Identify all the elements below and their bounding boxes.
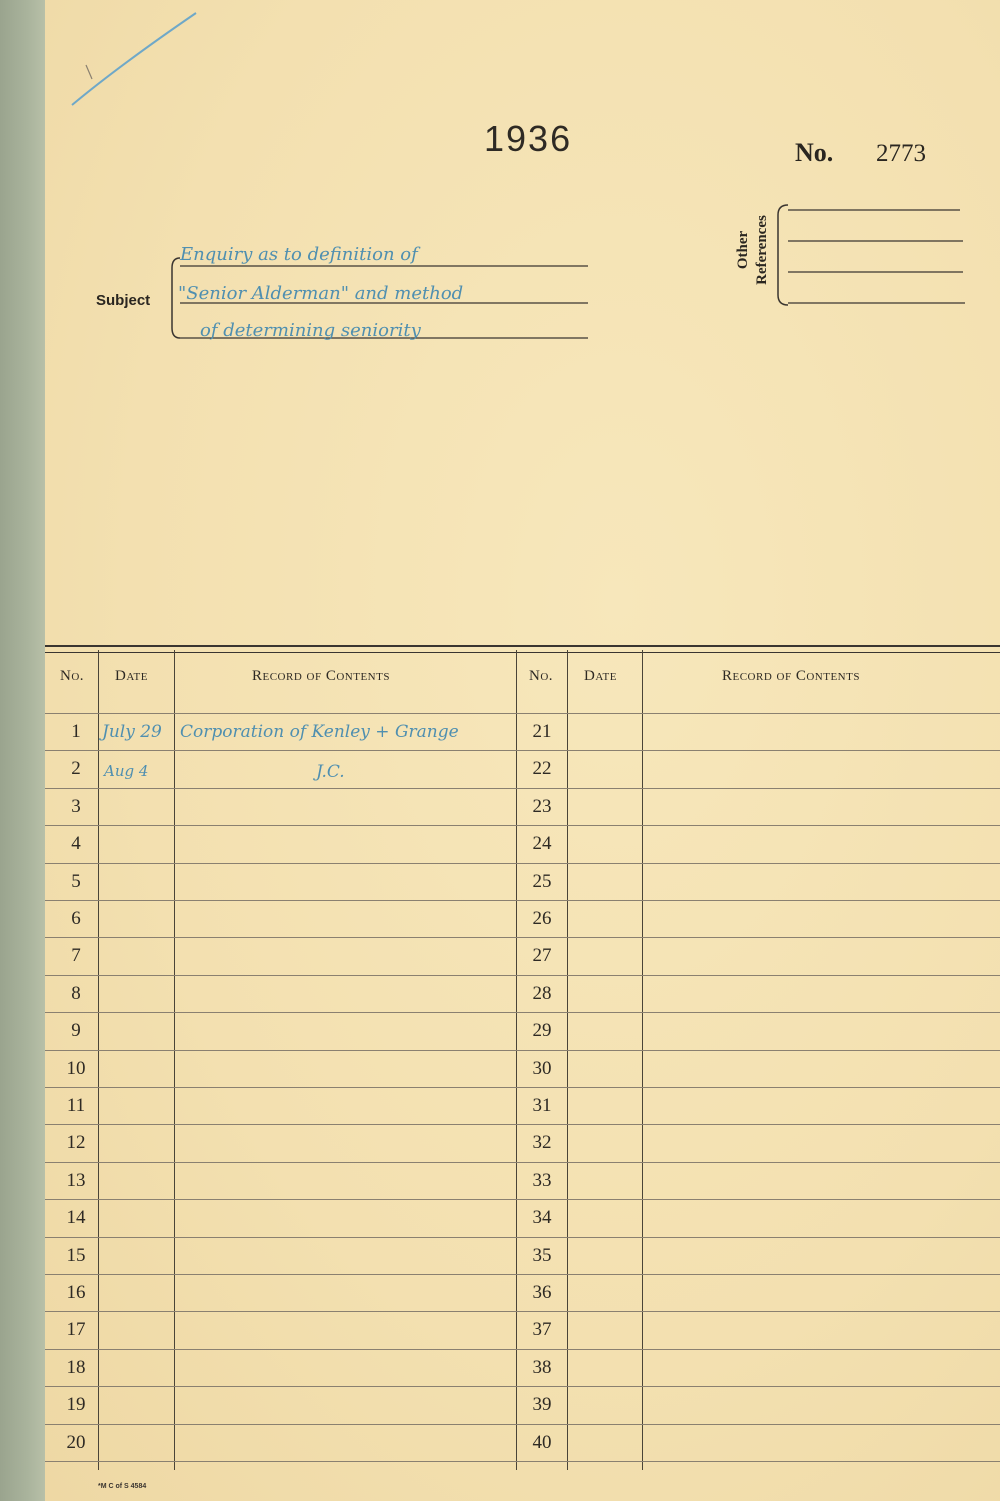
col-head-record-right: Record of Contents	[722, 668, 860, 684]
row-number-right: 40	[532, 1432, 552, 1453]
subject-line-1: Enquiry as to definition of	[180, 244, 418, 265]
row-number-right: 35	[532, 1245, 552, 1266]
row-rule	[45, 750, 1000, 751]
col-head-date-right: Date	[584, 668, 617, 684]
col-head-date-left: Date	[115, 668, 148, 684]
row-rule	[45, 1012, 1000, 1013]
row-rule	[45, 825, 1000, 826]
row-rule	[45, 1237, 1000, 1238]
row-number-right: 26	[532, 908, 552, 929]
row-number-right: 25	[532, 871, 552, 892]
file-year: 1936	[484, 118, 573, 159]
file-number-label: No.	[795, 138, 834, 167]
row-number-right: 32	[532, 1132, 552, 1153]
row-number-left: 7	[71, 945, 81, 966]
row-rule	[45, 1050, 1000, 1051]
pen-stroke-mark	[60, 5, 210, 115]
col-line	[98, 650, 99, 1470]
row-rule	[45, 1124, 1000, 1125]
row-number-left: 1	[71, 721, 81, 742]
row-rule	[45, 1087, 1000, 1088]
row-number-left: 3	[71, 796, 81, 817]
row-number-right: 29	[532, 1020, 552, 1041]
row-number-right: 21	[532, 721, 552, 742]
row-number-right: 23	[532, 796, 552, 817]
row-number-right: 38	[532, 1357, 552, 1378]
row-rule	[45, 1386, 1000, 1387]
col-head-no-left: No.	[60, 668, 85, 684]
row-number-left: 15	[66, 1245, 86, 1266]
row-rule	[45, 1461, 1000, 1462]
row-number-right: 33	[532, 1170, 552, 1191]
entry-date: July 29	[102, 722, 162, 742]
col-line	[174, 650, 175, 1470]
row-number-right: 22	[532, 758, 552, 779]
row-number-left: 10	[66, 1058, 86, 1079]
row-number-left: 20	[66, 1432, 86, 1453]
subject-line-2: "Senior Alderman" and method	[178, 283, 464, 304]
form-code: *M C of S 4584	[98, 1483, 147, 1490]
row-rule	[45, 937, 1000, 938]
subject-label: Subject	[96, 292, 151, 309]
row-number-right: 34	[532, 1207, 552, 1228]
row-number-right: 30	[532, 1058, 552, 1079]
row-rule	[45, 1311, 1000, 1312]
col-line	[642, 650, 643, 1470]
row-number-left: 17	[66, 1319, 86, 1340]
row-rule	[45, 1349, 1000, 1350]
entry-record: J.C.	[316, 762, 345, 782]
row-rule	[45, 1162, 1000, 1163]
row-rule	[45, 975, 1000, 976]
row-rule	[45, 863, 1000, 864]
file-number-value: 2773	[876, 140, 926, 167]
subject-line-3: of determining seniority	[200, 320, 421, 341]
row-number-left: 6	[71, 908, 81, 929]
row-rule	[45, 788, 1000, 789]
row-rule	[45, 713, 1000, 714]
row-number-left: 12	[66, 1132, 86, 1153]
table-top-rule	[45, 645, 1000, 653]
other-references-label-line2: References	[754, 215, 770, 285]
col-line	[567, 650, 568, 1470]
row-number-right: 39	[532, 1394, 552, 1415]
entry-record: Corporation of Kenley + Grange	[180, 722, 459, 742]
row-number-right: 24	[532, 833, 552, 854]
col-head-no-right: No.	[529, 668, 554, 684]
row-number-left: 5	[71, 871, 81, 892]
row-number-left: 16	[66, 1282, 86, 1303]
other-references-lines	[770, 195, 970, 310]
row-rule	[45, 1274, 1000, 1275]
row-number-left: 4	[71, 833, 81, 854]
other-references-label	[734, 200, 772, 300]
row-number-right: 31	[532, 1095, 552, 1116]
row-number-left: 19	[66, 1394, 86, 1415]
col-line	[516, 650, 517, 1470]
row-rule	[45, 1199, 1000, 1200]
entry-date: Aug 4	[104, 762, 149, 780]
row-number-left: 9	[71, 1020, 81, 1041]
row-number-right: 37	[532, 1319, 552, 1340]
other-references-label-line1: Other	[735, 230, 751, 270]
row-number-left: 14	[66, 1207, 86, 1228]
row-number-left: 8	[71, 983, 81, 1004]
row-number-left: 18	[66, 1357, 86, 1378]
row-number-left: 2	[71, 758, 81, 779]
row-rule	[45, 1424, 1000, 1425]
binding-spine	[0, 0, 45, 1501]
row-rule	[45, 900, 1000, 901]
row-number-left: 11	[66, 1095, 86, 1116]
row-number-left: 13	[66, 1170, 86, 1191]
row-number-right: 28	[532, 983, 552, 1004]
col-head-record-left: Record of Contents	[252, 668, 390, 684]
row-number-right: 36	[532, 1282, 552, 1303]
row-number-right: 27	[532, 945, 552, 966]
